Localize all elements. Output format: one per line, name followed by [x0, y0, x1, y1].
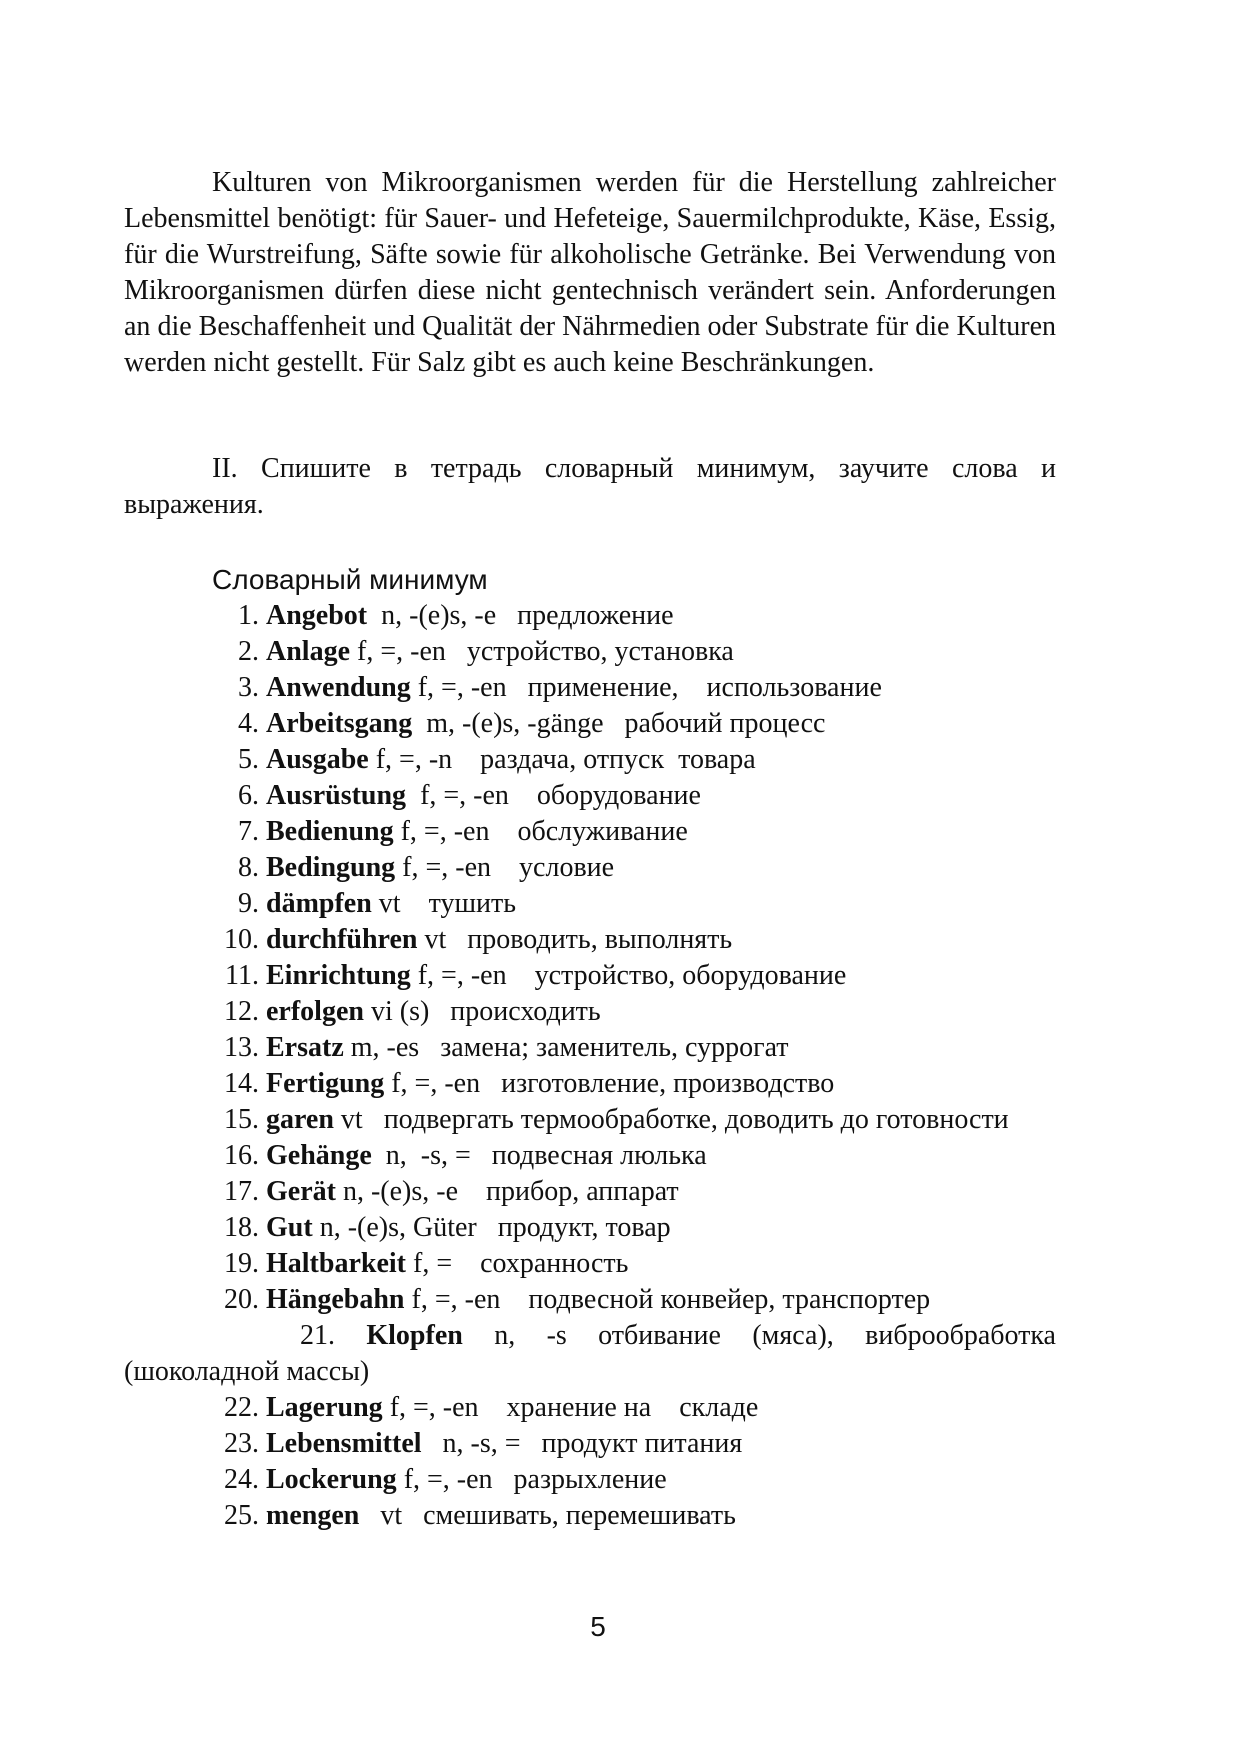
vocab-number: 8. [238, 852, 259, 883]
vocab-item [124, 922, 1056, 958]
vocab-item [124, 1138, 1056, 1174]
vocab-title: Словарный минимум [212, 564, 488, 595]
vocab-item [124, 994, 1056, 1030]
vocab-item [124, 1066, 1056, 1102]
vocab-word: Lagerung [266, 1392, 383, 1423]
vocab-definition: f, =, -en оборудование [406, 780, 701, 811]
vocab-word: Lebensmittel [266, 1428, 422, 1459]
vocab-item [124, 598, 1056, 634]
vocab-item [124, 1318, 1056, 1390]
task-instruction: II. Спишите в тетрадь словарный минимум, заучите слова и выражения. [124, 453, 1056, 520]
vocab-word: Ersatz [266, 1032, 344, 1063]
vocab-number: 6. [238, 780, 259, 811]
vocab-number: 23. [224, 1428, 259, 1459]
vocab-item [124, 1426, 1056, 1462]
vocab-item [124, 850, 1056, 886]
vocab-item [124, 886, 1056, 922]
vocab-word: durchführen [266, 924, 418, 955]
vocab-definition: vi (s) происходить [363, 996, 601, 1027]
vocab-number: 18. [224, 1212, 259, 1243]
vocab-item [124, 1210, 1056, 1246]
vocab-word: Angebot [266, 600, 368, 631]
vocab-number: 7. [238, 816, 259, 847]
vocab-definition: n, -s отбивание (мяса), виброобработка (шоколадной массы) [124, 1320, 1056, 1387]
vocab-item [124, 1102, 1056, 1138]
vocab-word: Klopfen [366, 1320, 463, 1351]
vocab-number: 11. [225, 960, 259, 991]
vocab-definition: n, -(e)s, Güter продукт, товар [312, 1212, 671, 1243]
vocab-definition: n, -s, = подвесная люлька [371, 1140, 707, 1171]
vocab-definition: f, =, -n раздача, отпуск товара [368, 744, 756, 775]
vocab-item [124, 778, 1056, 814]
vocab-word: Anlage [266, 636, 350, 667]
vocab-definition: f, =, -en обслуживание [393, 816, 688, 847]
vocab-number: 16. [224, 1140, 259, 1171]
vocab-definition: f, =, -en подвесной конвейер, транспортер [404, 1284, 931, 1315]
intro-paragraph: Kulturen von Mikroorganismen werden für die Herstellung zahlreicher Lebensmittel benötigt: für Sauer- und Hefeteige, Sauermilchprodukte, Käse, Essig, für die Wurstreifung, Säfte sowie für alkoholische Getränke. Bei Verwendung von Mikroorganismen dürfen diese nicht gentechnisch verändert sein. Anforderungen an die Beschaffenheit und Qualität der Nährmedien oder Substrate für die Kulturen werden nicht gestellt. Für Salz gibt es auch keine Beschränkungen. [124, 167, 1056, 378]
vocab-word: Gerät [266, 1176, 336, 1207]
vocab-item [124, 1462, 1056, 1498]
vocab-number: 17. [224, 1176, 259, 1207]
vocab-item [124, 1282, 1056, 1318]
vocab-number: 1. [238, 600, 259, 631]
vocab-definition: f, = сохранность [406, 1248, 629, 1279]
vocab-word: Lockerung [266, 1464, 397, 1495]
vocab-item [124, 1390, 1056, 1426]
vocab-number: 3. [238, 672, 259, 703]
vocab-item [124, 706, 1056, 742]
vocab-number: 2. [238, 636, 259, 667]
vocab-number: 22. [224, 1392, 259, 1423]
vocab-definition: m, -(e)s, -gänge рабочий процесс [412, 708, 826, 739]
vocab-word: Hängebahn [266, 1284, 405, 1315]
vocab-number: 10. [224, 924, 259, 955]
vocab-list [124, 598, 1056, 1534]
vocab-definition: n, -(e)s, -e прибор, аппарат [335, 1176, 679, 1207]
vocab-number: 25. [224, 1500, 259, 1531]
vocab-number: 15. [224, 1104, 259, 1135]
vocab-number: 19. [224, 1248, 259, 1279]
vocab-number: 24. [224, 1464, 259, 1495]
vocab-word: Anwendung [266, 672, 411, 703]
vocab-number: 20. [224, 1284, 259, 1315]
vocab-item [124, 742, 1056, 778]
vocab-item [124, 1030, 1056, 1066]
vocab-definition: n, -(e)s, -e предложение [367, 600, 674, 631]
vocab-definition: vt проводить, выполнять [417, 924, 733, 955]
vocab-word: Arbeitsgang [266, 708, 413, 739]
vocab-definition: vt тушить [371, 888, 516, 919]
vocab-item [124, 1498, 1056, 1534]
vocab-word: Gehänge [266, 1140, 372, 1171]
vocab-definition: n, -s, = продукт питания [421, 1428, 743, 1459]
vocab-word: Bedingung [266, 852, 396, 883]
vocab-word: Bedienung [266, 816, 394, 847]
vocab-definition: vt смешивать, перемешивать [359, 1500, 736, 1531]
vocab-word: mengen [266, 1500, 360, 1531]
vocab-item [124, 634, 1056, 670]
vocab-number: 9. [238, 888, 259, 919]
page-number: 5 [590, 1611, 606, 1642]
vocab-word: erfolgen [266, 996, 364, 1027]
vocab-definition: f, =, -en устройство, установка [350, 636, 734, 667]
vocab-word: garen [266, 1104, 334, 1135]
vocab-item [124, 1174, 1056, 1210]
vocab-item [124, 958, 1056, 994]
vocab-definition: f, =, -en хранение на складе [382, 1392, 759, 1423]
vocab-definition: f, =, -en разрыхление [396, 1464, 667, 1495]
vocab-number: 21. [300, 1320, 335, 1351]
vocab-item [124, 1246, 1056, 1282]
vocab-definition: f, =, -en условие [395, 852, 615, 883]
vocab-definition: m, -es замена; заменитель, суррогат [343, 1032, 789, 1063]
vocab-word: Fertigung [266, 1068, 385, 1099]
vocab-number: 4. [238, 708, 259, 739]
vocab-number: 5. [238, 744, 259, 775]
vocab-number: 13. [224, 1032, 259, 1063]
vocab-word: Gut [266, 1212, 313, 1243]
vocab-item [124, 814, 1056, 850]
vocab-number: 14. [224, 1068, 259, 1099]
vocab-word: dämpfen [266, 888, 372, 919]
vocab-word: Haltbarkeit [266, 1248, 406, 1279]
vocab-word: Ausrüstung [266, 780, 407, 811]
vocab-word: Ausgabe [266, 744, 369, 775]
vocab-item [124, 670, 1056, 706]
vocab-definition: f, =, -en устройство, оборудование [410, 960, 847, 991]
vocab-definition: vt подвергать термообработке, доводить до готовности [333, 1104, 1009, 1135]
vocab-word: Einrichtung [266, 960, 411, 991]
vocab-definition: f, =, -en изготовление, производство [384, 1068, 835, 1099]
vocab-definition: f, =, -en применение, использование [410, 672, 882, 703]
vocab-number: 12. [224, 996, 259, 1027]
